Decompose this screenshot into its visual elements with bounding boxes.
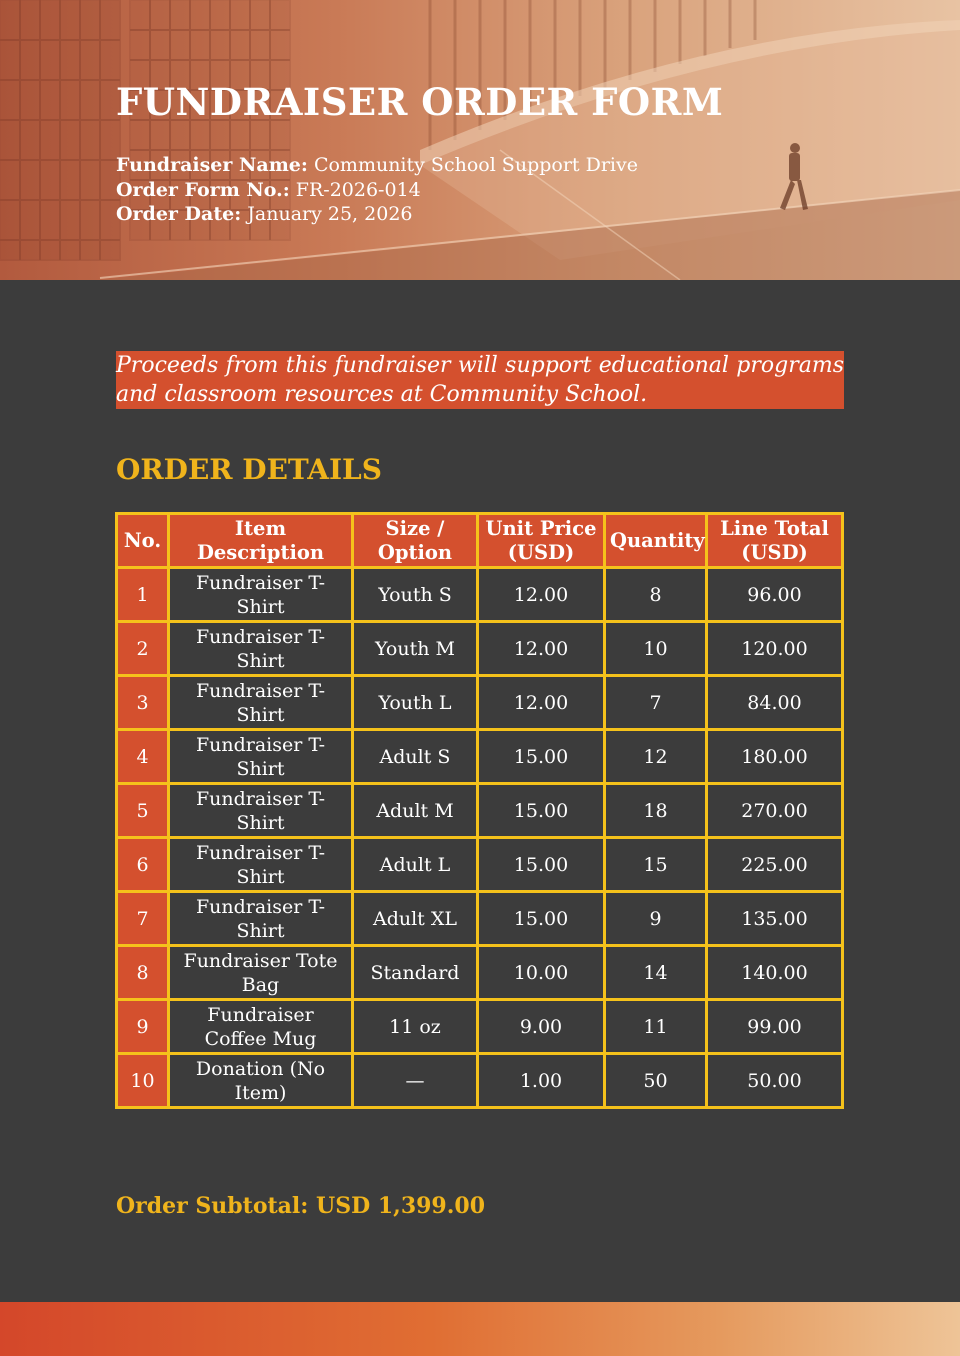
- table-row: [117, 622, 843, 676]
- cell-no: 4: [117, 730, 169, 784]
- cell-quantity: 14: [605, 946, 707, 1000]
- cell-no: 10: [117, 1054, 169, 1108]
- cell-line-total: 120.00: [707, 622, 843, 676]
- cell-item-description: Fundraiser Tote Bag: [169, 946, 353, 1000]
- cell-quantity: 18: [605, 784, 707, 838]
- order-date-row: [116, 202, 638, 227]
- table-row: [117, 892, 843, 946]
- cell-size-option: 11 oz: [353, 1000, 478, 1054]
- cell-line-total: 84.00: [707, 676, 843, 730]
- cell-quantity: 10: [605, 622, 707, 676]
- order-form-no-row: [116, 178, 638, 203]
- table-row: [117, 946, 843, 1000]
- cell-quantity: 7: [605, 676, 707, 730]
- cell-size-option: Standard: [353, 946, 478, 1000]
- footer-decorative-bar: [0, 1302, 960, 1356]
- cell-unit-price: 9.00: [478, 1000, 605, 1054]
- cell-no: 2: [117, 622, 169, 676]
- header-background-image: [0, 0, 960, 280]
- cell-item-description: Fundraiser T-Shirt: [169, 676, 353, 730]
- cell-size-option: Adult L: [353, 838, 478, 892]
- cell-line-total: 50.00: [707, 1054, 843, 1108]
- column-header-no: No.: [117, 514, 169, 568]
- table-row: [117, 730, 843, 784]
- cell-quantity: 8: [605, 568, 707, 622]
- cell-line-total: 140.00: [707, 946, 843, 1000]
- proceeds-banner: Proceeds from this fundraiser will support educational programs and classroom resources at Community School.: [116, 353, 844, 407]
- cell-unit-price: 10.00: [478, 946, 605, 1000]
- table-row: [117, 676, 843, 730]
- cell-line-total: 180.00: [707, 730, 843, 784]
- cell-unit-price: 12.00: [478, 568, 605, 622]
- cell-no: 1: [117, 568, 169, 622]
- cell-item-description: Donation (No Item): [169, 1054, 353, 1108]
- order-subtotal: Order Subtotal: USD 1,399.00: [116, 1193, 486, 1219]
- cell-item-description: Fundraiser T-Shirt: [169, 622, 353, 676]
- column-header-item-description: Item Description: [169, 514, 353, 568]
- cell-no: 6: [117, 838, 169, 892]
- cell-size-option: Adult S: [353, 730, 478, 784]
- fundraiser-name-label: Fundraiser Name:: [116, 154, 308, 176]
- table-row: [117, 568, 843, 622]
- table-row: [117, 784, 843, 838]
- cell-no: 3: [117, 676, 169, 730]
- cell-quantity: 50: [605, 1054, 707, 1108]
- cell-item-description: Fundraiser Coffee Mug: [169, 1000, 353, 1054]
- cell-line-total: 96.00: [707, 568, 843, 622]
- cell-size-option: Adult M: [353, 784, 478, 838]
- cell-item-description: Fundraiser T-Shirt: [169, 892, 353, 946]
- table-row: [117, 838, 843, 892]
- cell-item-description: Fundraiser T-Shirt: [169, 838, 353, 892]
- order-date-value: January 25, 2026: [247, 203, 413, 225]
- fundraiser-name-value: Community School Support Drive: [313, 154, 638, 176]
- cell-line-total: 99.00: [707, 1000, 843, 1054]
- header-banner: [0, 0, 960, 280]
- cell-line-total: 225.00: [707, 838, 843, 892]
- cell-size-option: —: [353, 1054, 478, 1108]
- cell-no: 8: [117, 946, 169, 1000]
- cell-quantity: 15: [605, 838, 707, 892]
- cell-quantity: 12: [605, 730, 707, 784]
- cell-unit-price: 15.00: [478, 892, 605, 946]
- cell-no: 7: [117, 892, 169, 946]
- cell-size-option: Youth S: [353, 568, 478, 622]
- order-form-no-value: FR-2026-014: [295, 178, 421, 201]
- order-form-no-label: Order Form No.:: [116, 178, 290, 201]
- fundraiser-name-row: [116, 153, 638, 178]
- cell-unit-price: 1.00: [478, 1054, 605, 1108]
- cell-unit-price: 15.00: [478, 838, 605, 892]
- order-date-label: Order Date:: [116, 203, 242, 225]
- column-header-line-total: Line Total (USD): [707, 514, 843, 568]
- cell-quantity: 9: [605, 892, 707, 946]
- cell-item-description: Fundraiser T-Shirt: [169, 568, 353, 622]
- column-header-quantity: Quantity: [605, 514, 707, 568]
- cell-line-total: 270.00: [707, 784, 843, 838]
- cell-size-option: Youth M: [353, 622, 478, 676]
- cell-line-total: 135.00: [707, 892, 843, 946]
- form-title: FUNDRAISER ORDER FORM: [116, 80, 724, 124]
- table-row: [117, 1000, 843, 1054]
- cell-quantity: 11: [605, 1000, 707, 1054]
- cell-unit-price: 12.00: [478, 622, 605, 676]
- table-row: [117, 1054, 843, 1108]
- order-table: [115, 512, 844, 1109]
- cell-item-description: Fundraiser T-Shirt: [169, 730, 353, 784]
- cell-size-option: Youth L: [353, 676, 478, 730]
- form-meta: [116, 153, 638, 227]
- cell-unit-price: 15.00: [478, 784, 605, 838]
- table-header-row: [117, 514, 843, 568]
- column-header-unit-price: Unit Price (USD): [478, 514, 605, 568]
- cell-unit-price: 12.00: [478, 676, 605, 730]
- cell-size-option: Adult XL: [353, 892, 478, 946]
- cell-unit-price: 15.00: [478, 730, 605, 784]
- order-details-heading: ORDER DETAILS: [116, 453, 382, 486]
- cell-no: 5: [117, 784, 169, 838]
- column-header-size-option: Size / Option: [353, 514, 478, 568]
- cell-no: 9: [117, 1000, 169, 1054]
- cell-item-description: Fundraiser T-Shirt: [169, 784, 353, 838]
